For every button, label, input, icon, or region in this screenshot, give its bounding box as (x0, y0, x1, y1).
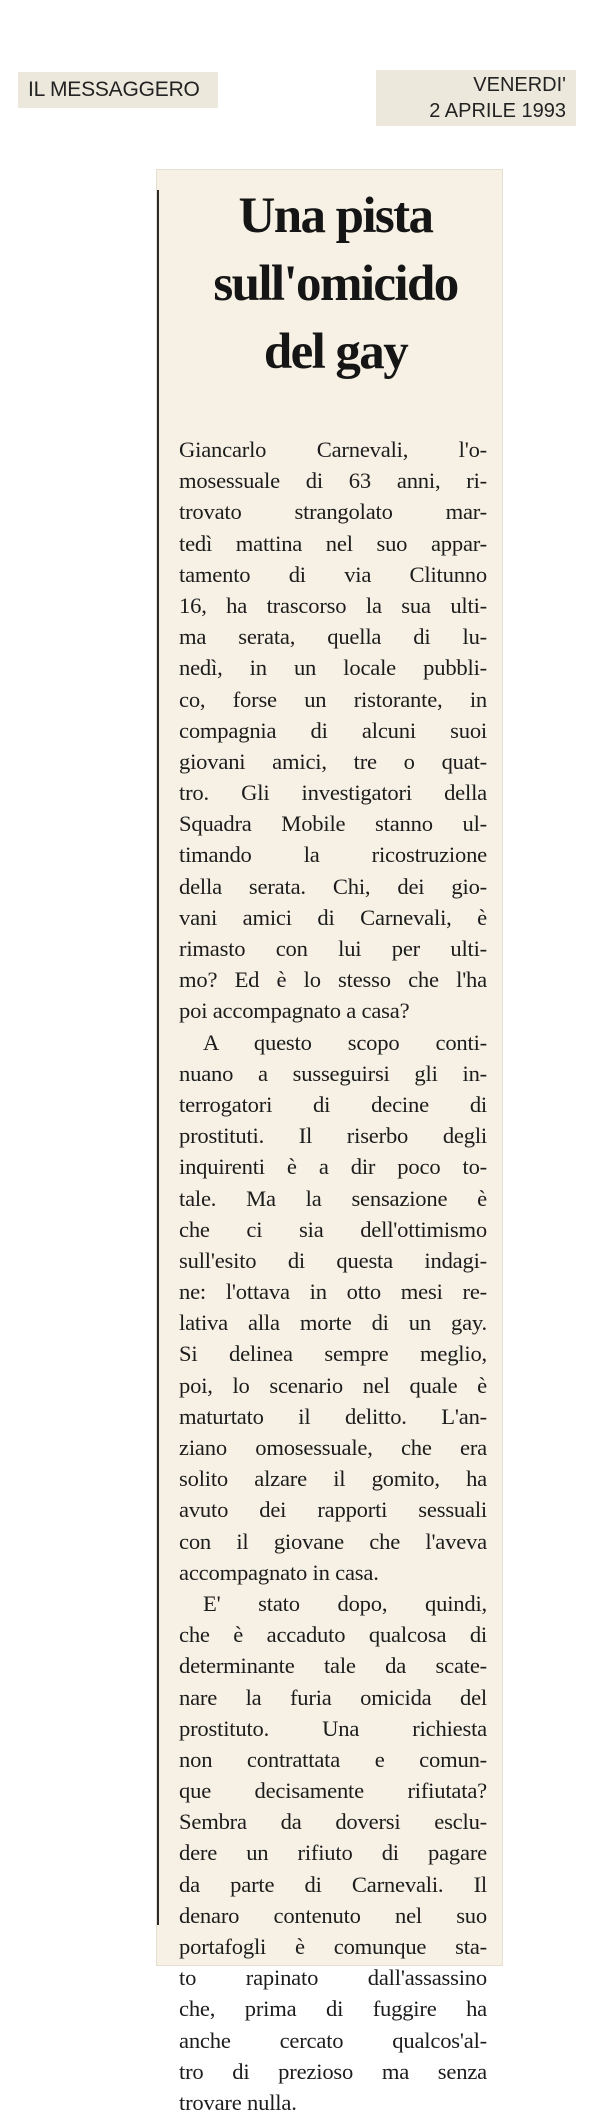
article-line: Squadra Mobile stanno ul- (179, 811, 487, 837)
article-line: con il giovane che l'aveva (179, 1528, 487, 1554)
article-line: rimasto con lui per ulti- (179, 936, 487, 961)
article-line: trovare nulla. (179, 2089, 297, 2115)
article-line: della serata. Chi, dei gio- (179, 873, 487, 899)
article-line: 16, ha trascorso la sua ulti- (179, 592, 487, 618)
article-line: nedì, in un locale pubbli- (179, 655, 487, 681)
article-line: nuano a susseguirsi gli in- (179, 1060, 487, 1086)
article-line: che ci sia dell'ottimismo (179, 1216, 487, 1242)
article-line: lativa alla morte di un gay. (179, 1310, 487, 1336)
article-line: trovato strangolato mar- (179, 499, 487, 525)
article-line: da parte di Carnevali. Il (179, 1871, 487, 1897)
article-line: Giancarlo Carnevali, l'o- (179, 437, 487, 462)
article-line: compagnia di alcuni suoi (179, 717, 487, 743)
date-text: 2 APRILE 1993 (429, 100, 566, 122)
article-line: ziano omosessuale, che era (179, 1435, 487, 1460)
article-line: ne: l'ottava in otto mesi re- (179, 1279, 487, 1305)
article-line: tedì mattina nel suo appar- (179, 530, 487, 556)
article-headline (175, 182, 496, 386)
article-line: dere un rifiuto di pagare (179, 1840, 487, 1866)
article-line: tro. Gli investigatori della (179, 780, 487, 806)
article-line: non contrattata e comun- (179, 1746, 487, 1772)
article-line: che è accaduto qualcosa di (179, 1622, 487, 1648)
article-line: terrogatori di decine di (179, 1091, 487, 1117)
article-line: tro di prezioso ma senza (179, 2058, 487, 2084)
article-paragraph (179, 1027, 487, 1588)
article-line: maturtato il delitto. L'an- (179, 1403, 487, 1429)
article-body (179, 434, 487, 2118)
article-line: determinante tale da scate- (179, 1653, 487, 1679)
article-line: prostituto. Una richiesta (179, 1715, 487, 1741)
article-line: accompagnato in casa. (179, 1559, 379, 1585)
article-line: anche cercato qualcos'al- (179, 2027, 487, 2053)
article-line: avuto dei rapporti sessuali (179, 1497, 487, 1523)
article-line: mosessuale di 63 anni, ri- (179, 468, 487, 494)
newspaper-name-label: IL MESSAGGERO (18, 72, 218, 108)
article-line: solito alzare il gomito, ha (179, 1466, 487, 1492)
article-line: poi accompagnato a casa? (179, 998, 410, 1024)
article-line: poi, lo scenario nel quale è (179, 1372, 487, 1398)
article-line: prostituti. Il riserbo degli (179, 1123, 487, 1149)
headline-line: del gay (263, 324, 408, 380)
date-day: VENERDI' (473, 74, 566, 96)
article-line: nare la furia omicida del (179, 1684, 487, 1710)
article-line: que decisamente rifiutata? (179, 1778, 487, 1804)
article-line: Sembra da doversi esclu- (179, 1809, 487, 1835)
article-line: inquirenti è a dir poco to- (179, 1154, 487, 1180)
date-label (376, 70, 576, 126)
article-line: E' stato dopo, quindi, (203, 1590, 487, 1616)
headline-line: sull'omicido (213, 256, 458, 312)
headline-line: Una pista (238, 188, 433, 244)
article-line: to rapinato dall'assassino (179, 1965, 487, 1991)
article-line: tamento di via Clitunno (179, 561, 487, 587)
newspaper-clipping (157, 170, 502, 2115)
article-paragraph (179, 1588, 487, 2118)
article-paragraph (179, 434, 487, 1027)
article-line: portafogli è comunque sta- (179, 1934, 487, 1959)
article-line: che, prima di fuggire ha (179, 1996, 487, 2022)
article-line: tale. Ma la sensazione è (179, 1185, 487, 1211)
article-line: sull'esito di questa indagi- (179, 1247, 487, 1273)
article-line: Si delinea sempre meglio, (179, 1341, 487, 1367)
article-line: giovani amici, tre o quat- (179, 748, 487, 774)
article-line: co, forse un ristorante, in (179, 686, 487, 712)
article-line: vani amici di Carnevali, è (179, 904, 487, 930)
article-line: denaro contenuto nel suo (179, 1902, 487, 1928)
article-line: timando la ricostruzione (179, 842, 487, 868)
article-line: mo? Ed è lo stesso che l'ha (179, 967, 487, 993)
article-line: A questo scopo conti- (203, 1029, 487, 1055)
article-line: ma serata, quella di lu- (179, 624, 487, 650)
